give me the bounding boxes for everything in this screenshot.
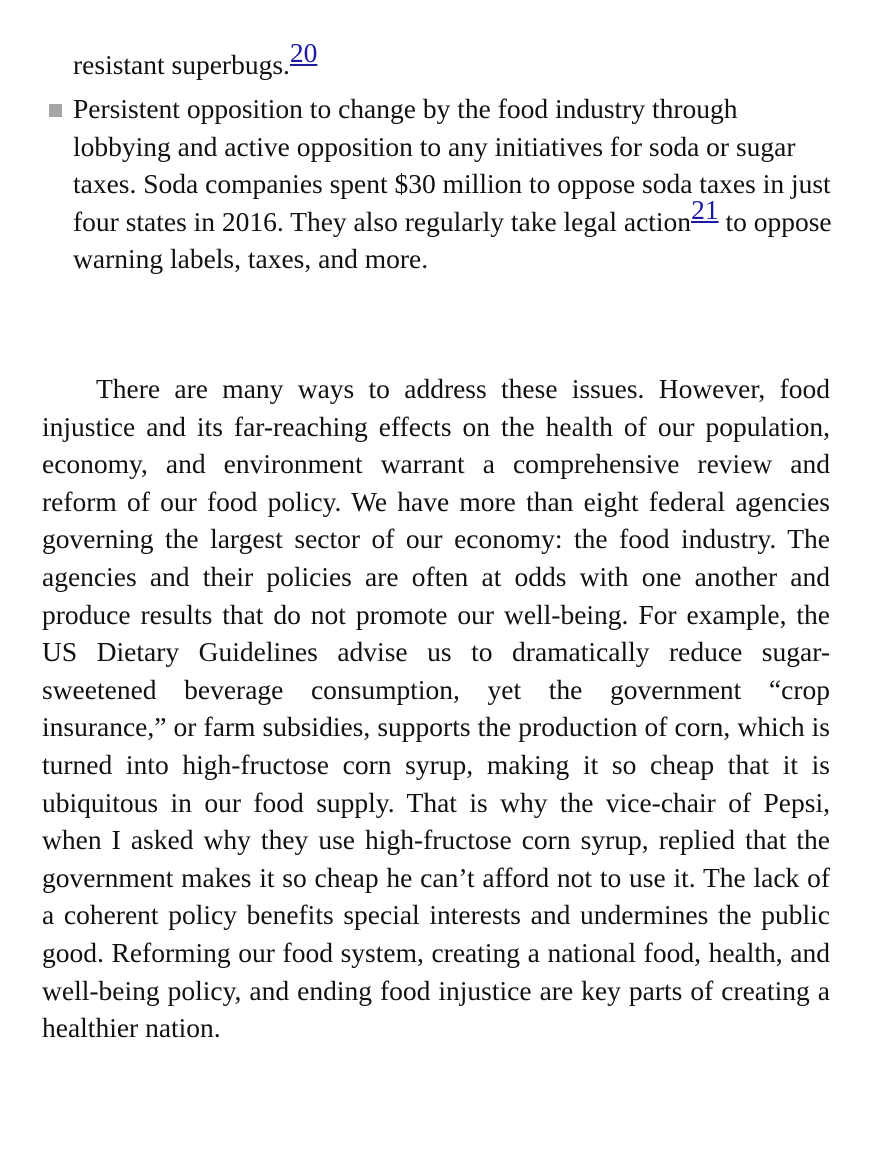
footnote-link-21[interactable]: 21 bbox=[691, 193, 719, 225]
bullet-square-icon bbox=[49, 104, 62, 117]
list-item-text: Persistent opposition to change by the food industry through lobbying and active opposition to any initiatives for soda or sugar taxes. Soda companies spent $30 million to oppose soda taxes in just four states in 2016. They also regularly take legal action bbox=[73, 93, 831, 237]
list-item-text: resistant superbugs. bbox=[73, 49, 290, 80]
body-paragraph: There are many ways to address these issues. However, food injustice and its far-reaching effects on the health of our population, economy, and environment warrant a comprehensive review and reform of our food policy. We have more than eight federal agencies governing the largest sector of our economy: the food industry. The agencies and their policies are often at odds with one another and produce results that do not promote our well-being. For example, the US Dietary Guidelines advise us to dramatically reduce sugar-sweetened beverage consumption, yet the government “crop insurance,” or farm subsidies, supports the production of corn, which is turned into high-fructose corn syrup, making it so cheap that it is ubiquitous in our food supply. That is why the vice-chair of Pepsi, when I asked why they use high-fructose corn syrup, replied that the government makes it so cheap he can’t afford not to use it. The lack of a coherent policy benefits special interests and undermines the public good. Reforming our food system, creating a national food, health, and well-being policy, and ending food injustice are key parts of creating a healthier nation. bbox=[42, 373, 830, 1044]
footnote-link-20[interactable]: 20 bbox=[289, 37, 318, 68]
list-item-bullet bbox=[73, 90, 833, 278]
list-item-text-continued: to oppose warning labels, taxes, and more. bbox=[73, 205, 832, 274]
list-item-continued bbox=[73, 37, 833, 84]
